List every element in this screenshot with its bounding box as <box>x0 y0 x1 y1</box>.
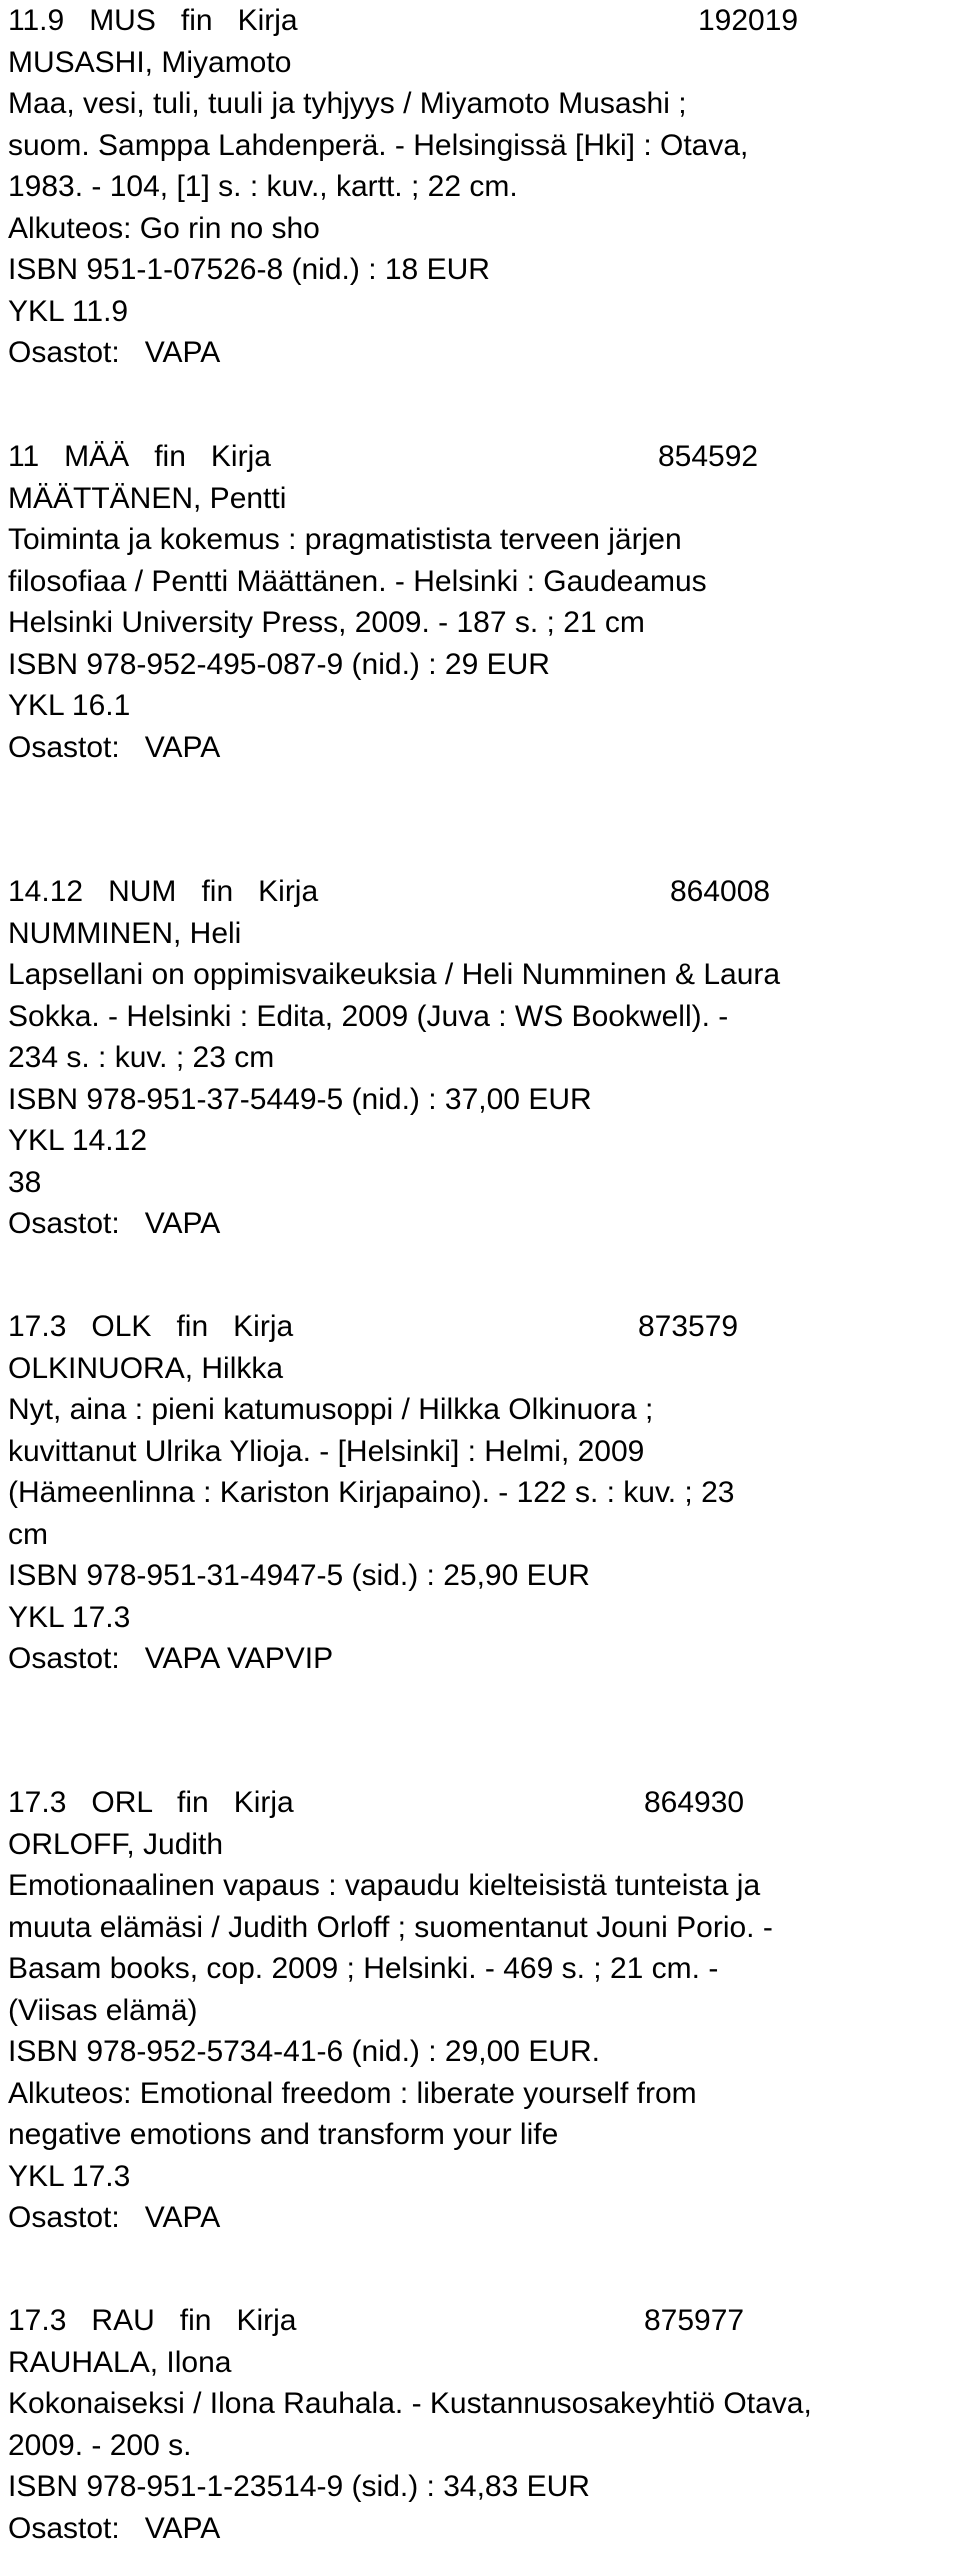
record-classification <box>8 2300 296 2342</box>
record-id-number: 873579 <box>638 1306 738 1348</box>
record-header <box>8 436 958 478</box>
record-line: Toiminta ja kokemus : pragmatistista terveen järjen <box>8 519 958 561</box>
record-ykl: YKL 16.1 <box>8 685 958 727</box>
record-header <box>8 1782 958 1824</box>
record-author: ORLOFF, Judith <box>8 1824 958 1866</box>
record-header <box>8 0 958 42</box>
catalog-record <box>8 1306 958 1680</box>
record-ykl: YKL 14.12 <box>8 1120 958 1162</box>
record-id-number: 864008 <box>670 871 770 913</box>
record-isbn: ISBN 978-952-5734-41-6 (nid.) : 29,00 EUR. <box>8 2031 958 2073</box>
record-header <box>8 1306 958 1348</box>
record-line: Kokonaiseksi / Ilona Rauhala. - Kustannusosakeyhtiö Otava, <box>8 2383 958 2425</box>
record-isbn: ISBN 978-951-37-5449-5 (nid.) : 37,00 EUR <box>8 1079 958 1121</box>
catalog-record <box>8 1782 958 2239</box>
record-header <box>8 871 958 913</box>
record-language: fin <box>177 1786 209 1819</box>
record-material-type: Kirja <box>236 2304 296 2337</box>
record-language: fin <box>201 875 233 908</box>
record-classification <box>8 871 318 913</box>
record-line: suom. Samppa Lahdenperä. - Helsingissä [Hki] : Otava, <box>8 125 958 167</box>
record-language: fin <box>181 4 213 37</box>
catalog-record <box>8 2300 958 2549</box>
record-departments: Osastot: VAPA <box>8 2197 958 2239</box>
record-departments: Osastot: VAPA <box>8 2508 958 2549</box>
record-isbn: ISBN 951-1-07526-8 (nid.) : 18 EUR <box>8 249 958 291</box>
record-class: 14.12 <box>8 875 83 908</box>
record-isbn: ISBN 978-951-1-23514-9 (sid.) : 34,83 EUR <box>8 2466 958 2508</box>
record-departments: Osastot: VAPA <box>8 332 958 374</box>
record-line: Emotionaalinen vapaus : vapaudu kielteisistä tunteista ja <box>8 1865 958 1907</box>
record-line: (Hämeenlinna : Kariston Kirjapaino). - 122 s. : kuv. ; 23 <box>8 1472 958 1514</box>
record-line: Sokka. - Helsinki : Edita, 2009 (Juva : WS Bookwell). - <box>8 996 958 1038</box>
record-id-number: 864930 <box>644 1782 744 1824</box>
record-ykl: YKL 11.9 <box>8 291 958 333</box>
record-line: 38 <box>8 1162 958 1204</box>
record-line: (Viisas elämä) <box>8 1990 958 2032</box>
record-author: MUSASHI, Miyamoto <box>8 42 958 84</box>
record-signum: NUM <box>108 875 176 908</box>
record-author: MÄÄTTÄNEN, Pentti <box>8 478 958 520</box>
record-line: kuvittanut Ulrika Ylioja. - [Helsinki] : Helmi, 2009 <box>8 1431 958 1473</box>
record-author: RAUHALA, Ilona <box>8 2342 958 2384</box>
record-departments: Osastot: VAPA <box>8 727 958 769</box>
record-ykl: YKL 17.3 <box>8 2156 958 2198</box>
catalog-record <box>8 436 958 768</box>
catalog-record <box>8 871 958 1245</box>
record-line: Helsinki University Press, 2009. - 187 s. ; 21 cm <box>8 602 958 644</box>
record-id-number: 192019 <box>698 0 798 42</box>
record-line: Nyt, aina : pieni katumusoppi / Hilkka Olkinuora ; <box>8 1389 958 1431</box>
record-classification <box>8 0 298 42</box>
record-class: 11.9 <box>8 4 64 37</box>
record-signum: MUS <box>89 4 156 37</box>
record-signum: MÄÄ <box>64 440 129 473</box>
record-material-type: Kirja <box>211 440 271 473</box>
record-material-type: Kirja <box>233 1310 293 1343</box>
record-class: 17.3 <box>8 1310 66 1343</box>
catalog-record <box>8 0 958 374</box>
record-header <box>8 2300 958 2342</box>
record-isbn: ISBN 978-952-495-087-9 (nid.) : 29 EUR <box>8 644 958 686</box>
record-line: Basam books, cop. 2009 ; Helsinki. - 469 s. ; 21 cm. - <box>8 1948 958 1990</box>
record-signum: RAU <box>91 2304 154 2337</box>
record-original-title: Alkuteos: Emotional freedom : liberate yourself from <box>8 2073 958 2115</box>
record-author: NUMMINEN, Heli <box>8 913 958 955</box>
record-language: fin <box>176 1310 208 1343</box>
record-language: fin <box>180 2304 212 2337</box>
record-line: 1983. - 104, [1] s. : kuv., kartt. ; 22 cm. <box>8 166 958 208</box>
record-id-number: 854592 <box>658 436 758 478</box>
record-line: filosofiaa / Pentti Määttänen. - Helsinki : Gaudeamus <box>8 561 958 603</box>
record-line: muuta elämäsi / Judith Orloff ; suomentanut Jouni Porio. - <box>8 1907 958 1949</box>
record-class: 17.3 <box>8 2304 66 2337</box>
record-line: negative emotions and transform your life <box>8 2114 958 2156</box>
record-original-title: Alkuteos: Go rin no sho <box>8 208 958 250</box>
record-line: 234 s. : kuv. ; 23 cm <box>8 1037 958 1079</box>
record-classification <box>8 436 271 478</box>
record-material-type: Kirja <box>258 875 318 908</box>
record-departments: Osastot: VAPA VAPVIP <box>8 1638 958 1680</box>
record-line: Lapsellani on oppimisvaikeuksia / Heli Numminen & Laura <box>8 954 958 996</box>
record-isbn: ISBN 978-951-31-4947-5 (sid.) : 25,90 EUR <box>8 1555 958 1597</box>
record-class: 17.3 <box>8 1786 66 1819</box>
record-material-type: Kirja <box>234 1786 294 1819</box>
record-ykl: YKL 17.3 <box>8 1597 958 1639</box>
record-signum: ORL <box>91 1786 152 1819</box>
record-language: fin <box>154 440 186 473</box>
record-material-type: Kirja <box>238 4 298 37</box>
record-line: cm <box>8 1514 958 1556</box>
record-departments: Osastot: VAPA <box>8 1203 958 1245</box>
record-signum: OLK <box>91 1310 151 1343</box>
record-class: 11 <box>8 440 39 473</box>
record-classification <box>8 1306 293 1348</box>
record-line: Maa, vesi, tuli, tuuli ja tyhjyys / Miyamoto Musashi ; <box>8 83 958 125</box>
record-id-number: 875977 <box>644 2300 744 2342</box>
record-author: OLKINUORA, Hilkka <box>8 1348 958 1390</box>
record-line: 2009. - 200 s. <box>8 2425 958 2467</box>
record-classification <box>8 1782 294 1824</box>
